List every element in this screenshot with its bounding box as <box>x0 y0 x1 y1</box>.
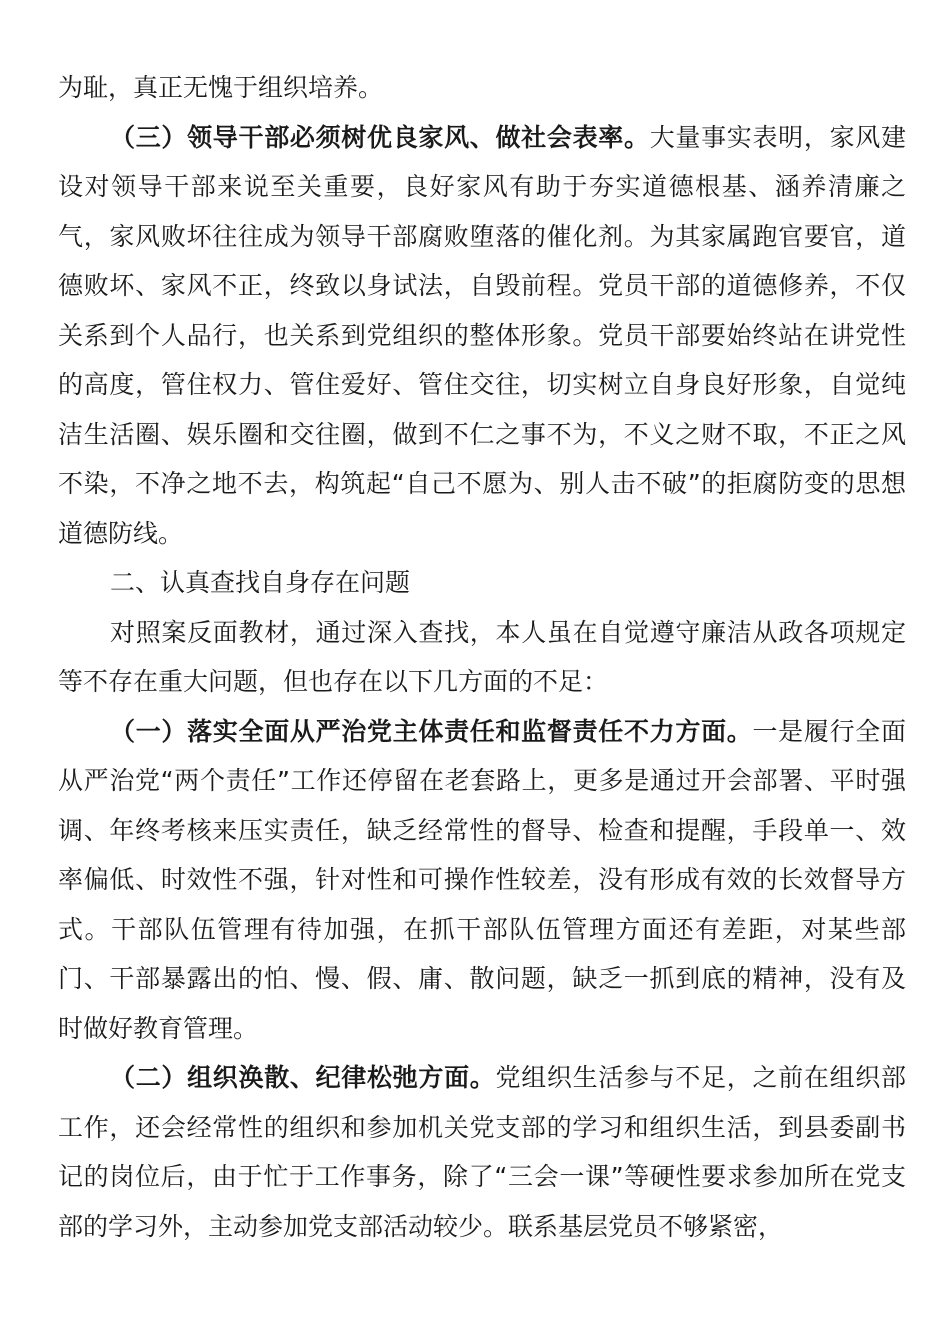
paragraph-heading: （二）组织涣散、纪律松弛方面。 <box>110 1063 496 1092</box>
paragraph-heading: （三）领导干部必须树优良家风、做社会表率。 <box>110 122 650 152</box>
paragraph-intro <box>58 608 906 707</box>
paragraph-text: 为耻，真正无愧于组织培养。 <box>58 73 384 102</box>
paragraph-responsibility <box>58 707 906 1054</box>
document-body <box>58 63 906 1251</box>
paragraph-text: 大量事实表明，家风建设对领导干部来说至关重要，良好家风有助于夯实道德根基、涵养清廉之气，家风败坏往往成为领导干部腐败堕落的催化剂。为其家属跑官要官，道德败坏、家风不正，终致以身试法，自毁前程。党员干部的道德修养，不仅关系到个人品行，也关系到党组织的整体形象。党员干部要始终站在讲党性的高度，管住权力、管住爱好、管住交往，切实树立自身良好形象，自觉纯洁生活圈、娱乐圈和交往圈，做到不仁之事不为，不义之财不取，不正之风不染，不净之地不去，构筑起“自己不愿为、别人击不破”的拒腐防变的思想道德防线。 <box>58 122 906 548</box>
paragraph-text: 对照案反面教材，通过深入查找，本人虽在自觉遵守廉洁从政各项规定等不存在重大问题，但也存在以下几方面的不足： <box>58 617 906 696</box>
paragraph-family-style <box>58 113 906 559</box>
section-heading-text: 二、认真查找自身存在问题 <box>110 568 411 597</box>
paragraph-continuation <box>58 63 906 113</box>
paragraph-text: 一是履行全面从严治党“两个责任”工作还停留在老套路上，更多是通过开会部署、平时强调、年终考核来压实责任，缺乏经常性的督导、检查和提醒，手段单一、效率偏低、时效性不强，针对性和可操作性较差，没有形成有效的长效督导方式。干部队伍管理有待加强，在抓干部队伍管理方面还有差距，对某些部门、干部暴露出的怕、慢、假、庸、散问题，缺乏一抓到底的精神，没有及时做好教育管理。 <box>58 716 906 1043</box>
section-heading <box>58 558 906 608</box>
paragraph-text: 党组织生活参与不足，之前在组织部工作，还会经常性的组织和参加机关党支部的学习和组织生活，到县委副书记的岗位后，由于忙于工作事务，除了“三会一课”等硬性要求参加所在党支部的学习外，主动参加党支部活动较少。联系基层党员不够紧密， <box>58 1063 906 1241</box>
paragraph-discipline <box>58 1053 906 1251</box>
paragraph-heading: （一）落实全面从严治党主体责任和监督责任不力方面。 <box>110 716 753 746</box>
